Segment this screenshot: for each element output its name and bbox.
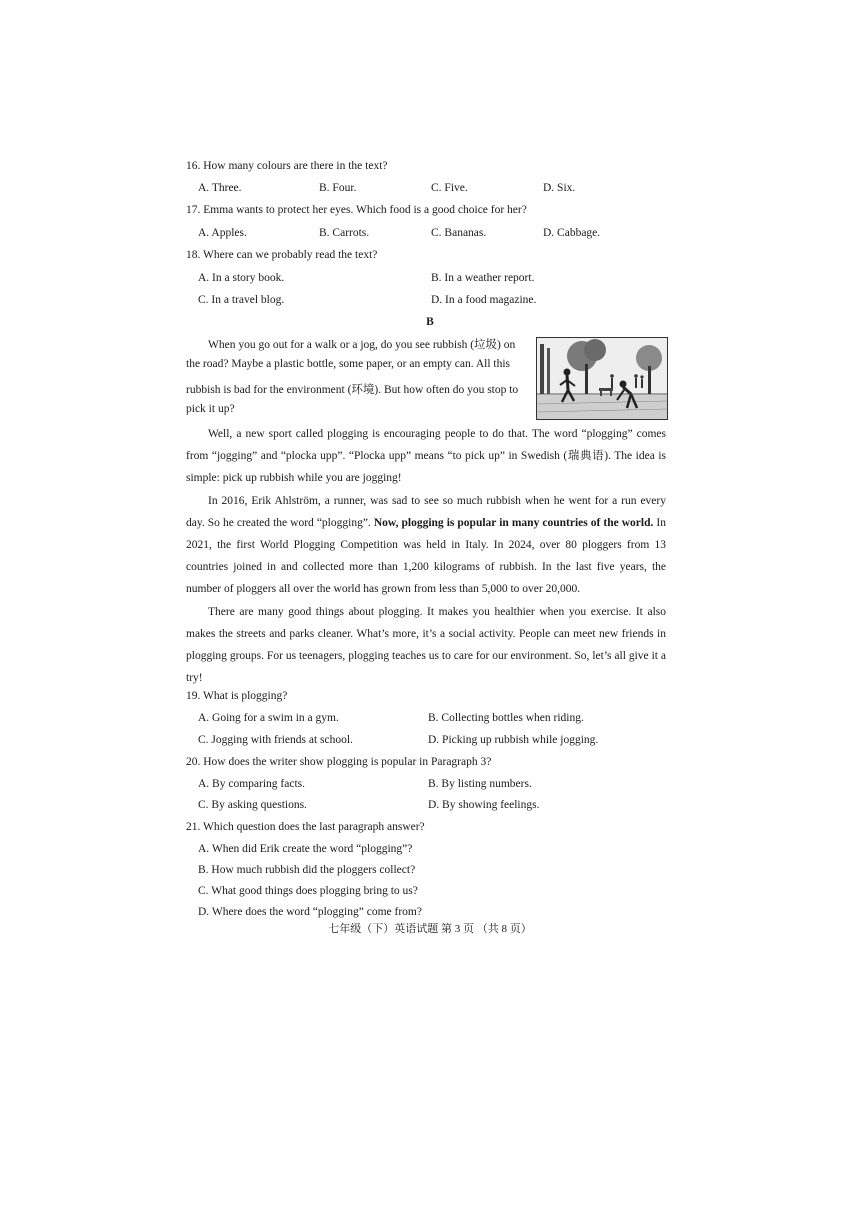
question-20-option-d: D. By showing feelings.: [428, 799, 540, 811]
plogging-illustration: [536, 337, 668, 420]
question-17-option-c: C. Bananas.: [431, 227, 487, 239]
question-21-option-b: B. How much rubbish did the ploggers collect?: [198, 864, 416, 876]
question-21-stem: 21. Which question does the last paragraph answer?: [186, 821, 425, 833]
question-18-stem: 18. Where can we probably read the text?: [186, 249, 378, 261]
question-20-option-b: B. By listing numbers.: [428, 778, 532, 790]
question-16-stem: 16. How many colours are there in the text?: [186, 160, 388, 172]
question-20-option-c: C. By asking questions.: [198, 799, 307, 811]
question-20-option-a: A. By comparing facts.: [198, 778, 305, 790]
p1-line-3: rubbish is bad for the environment (环境). But how often do you stop to: [186, 384, 519, 396]
question-18-option-c: C. In a travel blog.: [198, 294, 285, 306]
question-18-option-d: D. In a food magazine.: [431, 294, 537, 306]
question-16-option-d: D. Six.: [543, 182, 576, 194]
paragraph-2: Well, a new sport called plogging is encouraging people to do that. The word “plogging” comes from “jogging” and “plocka upp”. “Plocka upp” means “to pick up” in Swedish (瑞典语). The idea is simple: pick up rubbish while you are jogging!: [186, 428, 666, 485]
question-19-stem: 19. What is plogging?: [186, 690, 288, 702]
p1-line-1: When you go out for a walk or a jog, do you see rubbish (垃圾) on: [208, 339, 516, 351]
question-20-stem: 20. How does the writer show plogging is popular in Paragraph 3?: [186, 756, 492, 768]
question-21-option-d: D. Where does the word “plogging” come from?: [198, 906, 422, 918]
question-19-option-c: C. Jogging with friends at school.: [198, 734, 353, 746]
question-17-stem: 17. Emma wants to protect her eyes. Which food is a good choice for her?: [186, 204, 527, 216]
question-16-option-c: C. Five.: [431, 182, 468, 194]
paragraph-3-part-2: In 2021, the first World Plogging Competition was held in Italy. In 2024, over 80 ploggers from 13 countries joined in and collected more than 1,200 kilograms of rubbish. In the last five years, the number of ploggers all over the world has grown from less than 5,000 to over 20,000.: [186, 516, 666, 596]
question-17-option-d: D. Cabbage.: [543, 227, 601, 239]
question-21-option-a: A. When did Erik create the word “plogging”?: [198, 843, 413, 855]
plogging-illustration-svg: [537, 338, 667, 419]
p1-line-2: the road? Maybe a plastic bottle, some paper, or an empty can. All this: [186, 358, 510, 370]
paragraph-3: [186, 490, 666, 601]
question-16-option-b: B. Four.: [319, 182, 357, 194]
question-19-option-b: B. Collecting bottles when riding.: [428, 712, 584, 724]
paragraph-4: There are many good things about plogging. It makes you healthier when you exercise. It also makes the streets and parks cleaner. What’s more, it’s a social activity. People can meet new friends in plogging groups. For us teenagers, plogging teaches us to care for our environment. So, let’s all give it a try!: [186, 605, 666, 685]
p1-line-4: pick it up?: [186, 403, 235, 415]
paragraph-3-bold-sentence: Now, plogging is popular in many countries of the world.: [373, 516, 654, 529]
paragraph-3-part-1: In 2016, Erik Ahlström, a runner, was sad to see so much rubbish when he went for a run every day. So he created the word “plogging”.: [186, 494, 666, 529]
question-18-option-b: B. In a weather report.: [431, 272, 535, 284]
section-b-heading: B: [426, 316, 434, 328]
question-21-option-c: C. What good things does plogging bring to us?: [198, 885, 418, 897]
question-19-option-d: D. Picking up rubbish while jogging.: [428, 734, 599, 746]
question-19-option-a: A. Going for a swim in a gym.: [198, 712, 339, 724]
question-18-option-a: A. In a story book.: [198, 272, 285, 284]
question-17-option-a: A. Apples.: [198, 227, 247, 239]
question-16-option-a: A. Three.: [198, 182, 242, 194]
page-footer: 七年级（下）英语试题 第 3 页 （共 8 页）: [328, 923, 532, 935]
passage-body: [186, 423, 666, 689]
question-17-option-b: B. Carrots.: [319, 227, 370, 239]
